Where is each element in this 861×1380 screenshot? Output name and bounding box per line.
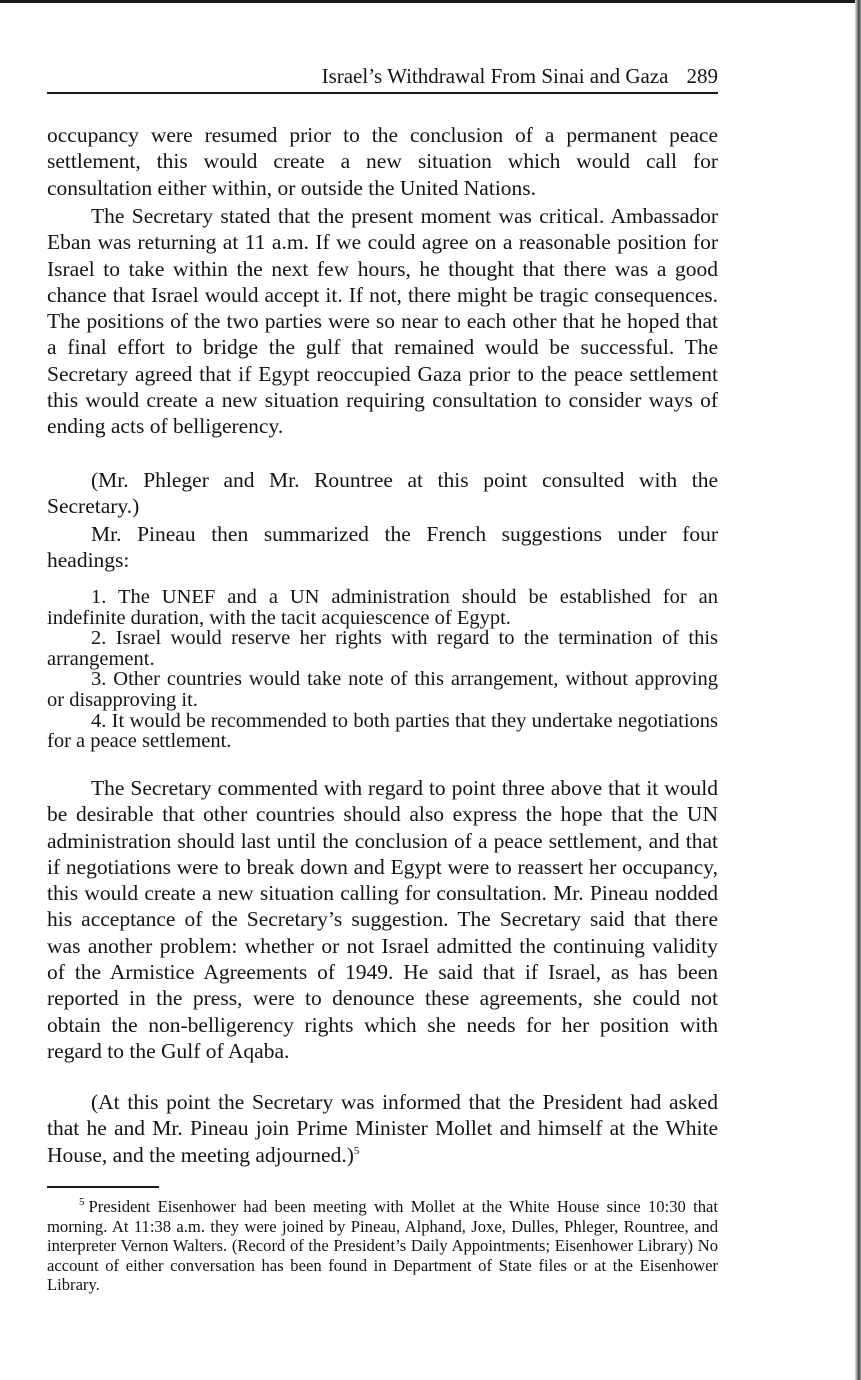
french-suggestions-list bbox=[47, 587, 718, 752]
footnote-divider bbox=[47, 1186, 159, 1188]
paragraph-text: The Secretary commented with regard to point three above that it would be desirable that other countries should also express the hope that the UN administration should last until the conclusion of a peace settlement, and that if negotiations were to break down and Egypt were to reassert her occupancy, this would create a new situation calling for consultation. Mr. Pineau nodded his acceptance of the Secretary’s suggestion. The Secretary said that there was another problem: whether or not Israel admitted the continuing validity of the Armistice Agreements of 1949. He said that if Israel, as has been reported in the press, were to denounce these agreements, she could not obtain the non-belligerency rights which she needs for her position with regard to the Gulf of Aqaba. bbox=[47, 776, 718, 1063]
paragraph-text: (At this point the Secretary was informed that the President had asked that he and Mr. Pineau join Prime Minister Mollet and himself at the White House, and the meeting adjourned.) bbox=[47, 1090, 718, 1167]
list-item: 2. Israel would reserve her rights with regard to the termination of this arrangement. bbox=[47, 627, 718, 670]
body-paragraph-1 bbox=[47, 122, 718, 201]
footnote-reference: 5 bbox=[353, 1144, 360, 1157]
body-paragraph-2 bbox=[47, 203, 718, 440]
paragraph-text: The Secretary stated that the present moment was critical. Ambassador Eban was returning at 11 a.m. If we could agree on a reasonable position for Israel to take within the next few hours, he thought that there was a good chance that Israel would accept it. If not, there might be tragic consequences. The positions of the two parties were so near to each other that he hoped that a final effort to bridge the gulf that remained would be successful. The Secretary agreed that if Egypt reoccupied Gaza prior to the peace settlement this would create a new situation requiring consultation to consider ways of ending acts of belligerency. bbox=[47, 204, 718, 439]
running-head bbox=[322, 64, 718, 89]
page-top-edge bbox=[0, 0, 861, 3]
body-paragraph-4 bbox=[47, 521, 718, 574]
footnote-text: President Eisenhower had been meeting with Mollet at the White House since 10:30 that morning. At 11:38 a.m. they were joined by Pineau, Alphand, Joxe, Dulles, Phleger, Rountree, and interpreter Vernon Walters. (Record of the President’s Daily Appointments; Eisenhower Library) No account of either conversation has been found in Department of State files or at the Eisenhower Library. bbox=[47, 1197, 718, 1295]
body-paragraph-3 bbox=[47, 467, 718, 520]
list-item: 4. It would be recommended to both parties that they undertake negotiations for a peace settlement. bbox=[47, 709, 718, 753]
footnote-marker: 5 bbox=[79, 1196, 85, 1209]
paragraph-text: occupancy were resumed prior to the conclusion of a permanent peace settlement, this would create a new situation which would call for consultation either within, or outside the United Nations. bbox=[47, 123, 718, 200]
footnote-text-line bbox=[47, 1197, 718, 1295]
paragraph-text: (Mr. Phleger and Mr. Rountree at this point consulted with the Secretary.) bbox=[47, 468, 718, 519]
page-header bbox=[47, 62, 718, 94]
list-item: 3. Other countries would take note of this arrangement, without approving or disapproving it. bbox=[47, 668, 718, 711]
body-paragraph-6 bbox=[47, 1089, 718, 1168]
body-paragraph-5 bbox=[47, 775, 718, 1064]
running-title: Israel’s Withdrawal From Sinai and Gaza bbox=[321, 64, 669, 88]
paragraph-with-footnote-ref bbox=[47, 1089, 718, 1168]
paragraph-text: Mr. Pineau then summarized the French suggestions under four headings: bbox=[47, 522, 718, 573]
page-binding-edge bbox=[855, 0, 861, 1380]
footnote-5 bbox=[47, 1197, 718, 1295]
page-number: 289 bbox=[686, 64, 718, 88]
list-item: 1. The UNEF and a UN administration should be established for an indefinite duration, with the tacit acquiescence of Egypt. bbox=[47, 586, 718, 629]
